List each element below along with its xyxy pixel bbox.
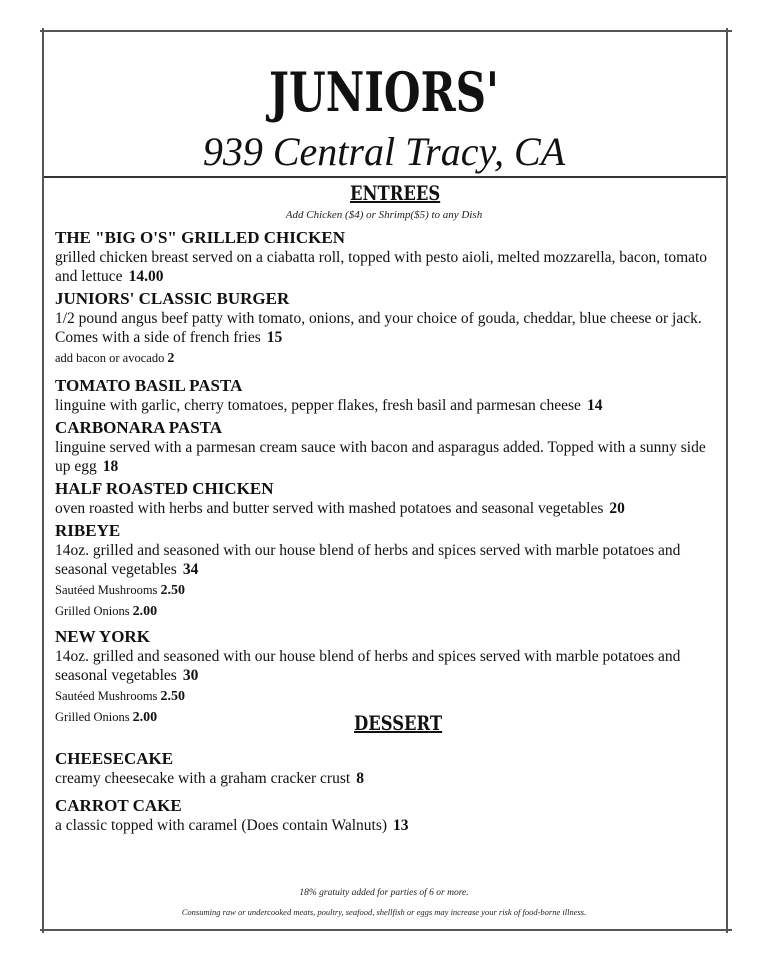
addon-label: add bacon or avocado xyxy=(55,351,165,365)
item-desc-text: linguine with garlic, cherry tomatoes, pepper flakes, fresh basil and parmesan cheese xyxy=(55,397,581,414)
item-name: CARBONARA PASTA xyxy=(55,418,223,437)
menu-item xyxy=(55,228,725,286)
item-desc-text: 14oz. grilled and seasoned with our house blend of herbs and spices served with marble potatoes and seasonal vegetables xyxy=(55,648,681,684)
item-name: TOMATO BASIL PASTA xyxy=(55,376,243,395)
menu-item xyxy=(55,418,725,476)
item-price: 15 xyxy=(266,329,283,346)
addon-label: Grilled Onions xyxy=(55,710,130,724)
addon-price: 2.50 xyxy=(160,689,185,704)
item-desc-text: oven roasted with herbs and butter served with mashed potatoes and seasonal vegetables xyxy=(55,500,604,517)
addon-label: Grilled Onions xyxy=(55,604,130,618)
menu-list xyxy=(55,228,725,838)
item-price: 18 xyxy=(102,458,119,475)
item-desc-text: linguine served with a parmesan cream sauce with bacon and asparagus added. Topped with a sunny side up egg xyxy=(55,439,706,475)
item-addon xyxy=(55,581,725,600)
item-price: 30 xyxy=(182,667,199,684)
addon-price: 2.00 xyxy=(132,604,158,619)
item-description xyxy=(55,541,725,579)
item-name: NEW YORK xyxy=(55,627,150,646)
item-description xyxy=(55,438,725,476)
gratuity-note: 18% gratuity added for parties of 6 or more. xyxy=(299,888,469,898)
item-desc-text: grilled chicken breast served on a ciabatta roll, topped with pesto aioli, melted mozzarella, bacon, tomato and lettuce xyxy=(55,249,708,285)
item-description xyxy=(55,499,725,518)
item-price: 8 xyxy=(356,770,364,787)
addon-price: 2.00 xyxy=(132,710,158,725)
addon-label: Sautéed Mushrooms xyxy=(55,689,158,703)
item-name: CARROT CAKE xyxy=(55,796,182,815)
item-name: JUNIORS' CLASSIC BURGER xyxy=(55,289,290,308)
frame-bottom-border xyxy=(40,929,732,931)
item-name: CHEESECAKE xyxy=(55,749,174,768)
item-name: RIBEYE xyxy=(55,521,121,540)
item-price: 34 xyxy=(182,561,199,578)
item-addon xyxy=(55,687,725,706)
menu-item xyxy=(55,289,725,368)
item-price: 20 xyxy=(609,500,625,517)
item-name: HALF ROASTED CHICKEN xyxy=(55,479,274,498)
item-price: 14 xyxy=(586,397,603,414)
item-addon xyxy=(55,602,725,621)
menu-item xyxy=(55,749,725,788)
entrees-heading: ENTREES xyxy=(350,181,441,205)
entrees-note: Add Chicken ($4) or Shrimp($5) to any Dish xyxy=(285,209,483,221)
dessert-heading: DESSERT xyxy=(354,711,443,735)
menu-item xyxy=(55,376,725,415)
addon-price: 2 xyxy=(167,351,175,366)
restaurant-name: JUNIORS' xyxy=(269,60,499,124)
item-description xyxy=(55,647,725,685)
menu-item xyxy=(55,479,725,518)
item-desc-text: 1/2 pound angus beef patty with tomato, onions, and your choice of gouda, cheddar, blue cheese or jack. Comes with a side of french fries xyxy=(55,310,702,346)
addon-label: Sautéed Mushrooms xyxy=(55,583,158,597)
frame-top-border xyxy=(40,30,732,32)
item-description xyxy=(55,769,725,788)
item-desc-text: 14oz. grilled and seasoned with our house blend of herbs and spices served with marble potatoes and seasonal vegetables xyxy=(55,542,681,578)
item-description xyxy=(55,309,725,347)
menu-item xyxy=(55,796,725,835)
restaurant-address: 939 Central Tracy, CA xyxy=(202,129,566,174)
header-divider xyxy=(44,176,726,178)
addon-price: 2.50 xyxy=(160,583,185,598)
item-addon xyxy=(55,349,725,368)
item-price: 13 xyxy=(393,817,409,834)
item-description xyxy=(55,248,725,286)
menu-item xyxy=(55,521,725,621)
item-description xyxy=(55,816,725,835)
item-desc-text: a classic topped with caramel (Does contain Walnuts) xyxy=(55,817,388,834)
item-name: THE "BIG O'S" GRILLED CHICKEN xyxy=(55,228,345,247)
food-safety-warning: Consuming raw or undercooked meats, poultry, seafood, shellfish or eggs may increase your risk of food-borne illness. xyxy=(181,907,587,917)
item-price: 14.00 xyxy=(128,268,164,285)
item-desc-text: creamy cheesecake with a graham cracker crust xyxy=(55,770,351,787)
item-description xyxy=(55,396,725,415)
